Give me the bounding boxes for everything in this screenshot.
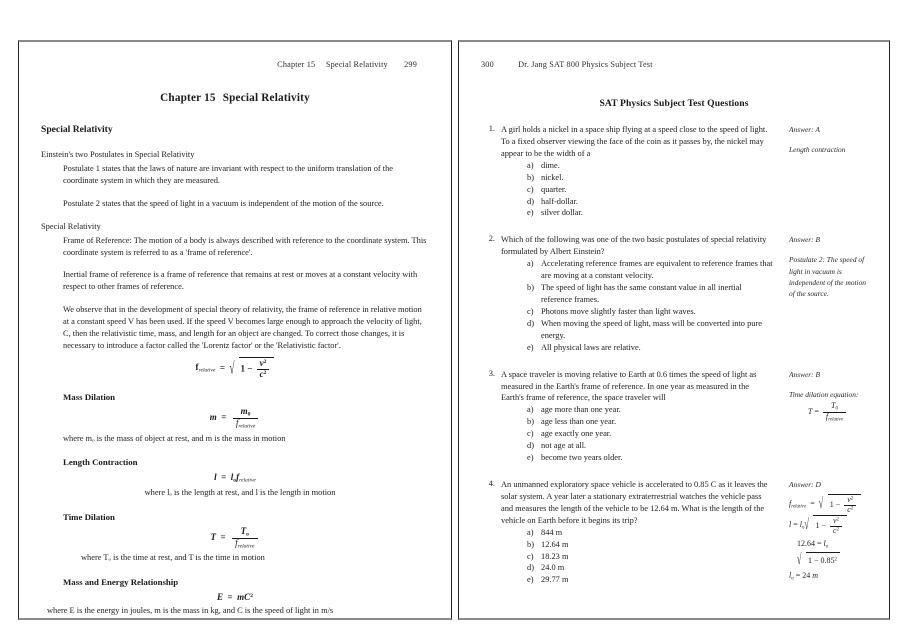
choice-text: age more than one year.: [541, 405, 621, 415]
choice-item[interactable]: [527, 342, 773, 354]
choice-list: [501, 404, 773, 464]
choice-letter: a): [527, 527, 534, 537]
answer-column: [773, 234, 867, 353]
answer-label: Answer: A: [789, 125, 820, 134]
choice-item[interactable]: [527, 440, 773, 452]
length-contraction-where: where lₒ is the length at rest, and l is the length in motion: [144, 488, 336, 498]
rest-length-unit: m: [812, 570, 819, 580]
choice-item[interactable]: [527, 172, 773, 184]
choice-letter: a): [527, 259, 534, 269]
running-head-page-number: 299: [404, 60, 417, 69]
question-stem: Which of the following was one of the two basic postulates of special relativity formulated by Albert Einstein?: [501, 235, 767, 257]
time-dilation-where: where Tₒ is the time at rest, and T is the time in motion: [81, 553, 265, 563]
mass-energy-heading: Mass and Energy Relationship: [63, 576, 179, 587]
choice-text: quarter.: [541, 184, 567, 194]
choice-text: 18.23 m: [541, 551, 569, 561]
choice-text: become two years older.: [541, 453, 623, 463]
lorentz-factor-formula: $f_{relative}$ = √ 1 − $\frac{v^2}{c^2}$: [41, 357, 429, 379]
answer-work-block: [789, 494, 867, 584]
choice-letter: c): [527, 306, 534, 316]
choice-text: not age at all.: [541, 441, 587, 451]
choice-item[interactable]: [527, 196, 773, 208]
running-head-book-title: Dr. Jang SAT 800 Physics Subject Test: [518, 60, 653, 69]
length-contraction-heading: Length Contraction: [63, 457, 138, 468]
choice-list: [501, 258, 773, 353]
choice-list: [501, 527, 773, 587]
choice-item[interactable]: [527, 258, 773, 282]
choice-letter: e): [527, 453, 534, 463]
rest-length-value: 24: [802, 570, 811, 580]
answer-column: [773, 479, 867, 586]
length-contraction-formula: l = lof$_{relative}$: [214, 472, 256, 485]
choice-letter: e): [527, 342, 534, 352]
speed-fraction-value: 0.85: [820, 555, 835, 565]
choice-item[interactable]: [527, 282, 773, 306]
test-questions-title: SAT Physics Subject Test Questions: [599, 98, 749, 109]
choice-text: The speed of light has the same constant value in all inertial reference frames.: [541, 283, 742, 304]
question-number: 1.: [488, 124, 495, 133]
observation-text: We observe that in the development of special theory of relativity, the frame of reference in relative motion at a constant speed V has been used. If the speed V becomes large enough to approach the velocity of light, C, then the relativistic time, mass, and length for an object are changed. To correct those changes, it is necessary to introduce a factor called the 'Lorentz factor' or the 'Relativistic factor'.: [63, 305, 422, 351]
answer-label: Answer: B: [789, 235, 820, 245]
running-head-title: Special Relativity: [325, 60, 388, 69]
choice-letter: e): [527, 575, 534, 585]
chapter-heading: [41, 92, 429, 104]
choice-text: 12.64 m: [541, 539, 569, 549]
mass-energy-formula: $E = mC^2$: [217, 591, 253, 602]
mass-energy-where: where E is the energy in joules, m is the mass in kg, and C is the speed of light in m/s: [47, 605, 334, 615]
work-line-length: l = lo √ 1 − $\frac{v^2}{c^2}$: [789, 515, 867, 535]
question-number: 3.: [488, 368, 495, 378]
choice-text: 24.0 m: [541, 563, 565, 573]
running-head-chapter: Chapter 15: [277, 60, 316, 69]
answer-note: Postulate 2: The speed of light in vacuum is independent of the motion of the source.: [789, 255, 866, 298]
choice-text: 844 m: [541, 527, 563, 537]
running-head-page-number: 300: [481, 60, 494, 69]
choice-list: [501, 160, 773, 220]
choice-text: Accelerating reference frames are equivalent to reference frames that are moving at a constant velocity.: [541, 259, 773, 281]
postulates-heading: Einstein's two Postulates in Special Relativity: [41, 150, 195, 159]
choice-item[interactable]: [527, 562, 773, 574]
running-head-left-page: [41, 60, 429, 74]
choice-item[interactable]: [527, 574, 773, 586]
choice-letter: c): [527, 429, 534, 439]
work-line-lorentz: $f_{relative}$ = √ 1 − $\frac{v^2}{c^2}$: [789, 494, 867, 514]
choice-letter: d): [527, 441, 534, 451]
choice-letter: c): [527, 184, 534, 194]
answer-column: [773, 369, 867, 464]
question-body: [501, 369, 773, 464]
choice-letter: d): [527, 563, 534, 573]
choice-letter: b): [527, 539, 534, 549]
question-number: 2.: [488, 234, 495, 244]
page-right: [458, 40, 890, 620]
choice-text: When moving the speed of light, mass will be converted into pure energy.: [541, 318, 762, 340]
answer-column: [773, 124, 867, 219]
choice-item[interactable]: [527, 428, 773, 440]
page-left: [18, 40, 452, 620]
choice-item[interactable]: [527, 551, 773, 563]
question-body: [501, 479, 773, 586]
question-number: 4.: [488, 478, 495, 488]
section-heading-special-relativity: Special Relativity: [41, 124, 113, 135]
question-block: [481, 479, 867, 586]
time-dilation-heading: Time Dilation: [63, 511, 115, 522]
choice-text: Photons move slightly faster than light waves.: [541, 306, 696, 316]
running-head-right-page: [481, 60, 867, 74]
chapter-heading-title: Special Relativity: [222, 92, 310, 104]
choice-item[interactable]: [527, 527, 773, 539]
choice-item[interactable]: [527, 416, 773, 428]
work-line-result: lo = 24 m: [789, 570, 819, 581]
question-stem: A space traveler is moving relative to Earth at 0.6 times the speed of light as measured in the Earth's frame of reference. In one year as measured in the Earth's frame of reference, the space traveler will: [501, 369, 757, 403]
work-line-substitution: 12.64 = lo√ $1 - 0.85^2$: [789, 537, 867, 568]
choice-letter: e): [527, 208, 534, 218]
measured-length-value: 12.64: [797, 538, 815, 548]
choice-text: age exactly one year.: [541, 429, 612, 439]
question-block: [481, 369, 867, 464]
time-dilation-formula: T = $\frac{To}{f_{relative}}$: [41, 527, 429, 549]
question-stem: A girl holds a nickel in a space ship flying at a speed close to the speed of light. To a fixed observer viewing the face of the coin as it passes by, the nickel may appear to be the width of a: [501, 125, 768, 158]
choice-letter: b): [527, 172, 534, 182]
frame-of-reference-text: Frame of Reference: The motion of a body is always described with reference to the coordinate system. This coordinate system is referred to as a 'frame of reference'.: [63, 235, 427, 257]
choice-text: 29.77 m: [541, 575, 569, 585]
choice-text: age less than one year.: [541, 417, 617, 427]
choice-item[interactable]: [527, 452, 773, 464]
postulate-2-text: Postulate 2 states that the speed of light in a vacuum is independent of the motion of the source.: [63, 198, 384, 208]
choice-letter: b): [527, 417, 534, 427]
choice-letter: c): [527, 551, 534, 561]
choice-letter: a): [527, 405, 534, 415]
inertial-frame-text: Inertial frame of reference is a frame of reference that remains at rest or moves at a constant velocity with respect to other frames of reference.: [63, 270, 418, 292]
choice-item[interactable]: [527, 306, 773, 318]
answer-label: Answer: D: [789, 479, 821, 489]
choice-letter: b): [527, 283, 534, 293]
choice-letter: d): [527, 318, 534, 328]
choice-letter: a): [527, 160, 534, 170]
relativity-subheading: Special Relativity: [41, 221, 101, 231]
time-dilation-answer-formula: T = $\frac{T0}{f_{relative}}$: [789, 402, 867, 422]
choice-text: dime.: [541, 160, 560, 170]
choice-text: half-dollar.: [541, 196, 578, 206]
question-block: [481, 124, 867, 219]
answer-note: Time dilation equation:: [789, 389, 859, 399]
answer-label: Answer: B: [789, 369, 820, 379]
choice-item[interactable]: [527, 539, 773, 551]
question-body: [501, 234, 773, 353]
choice-item[interactable]: [527, 404, 773, 416]
mass-dilation-where: where mₒ is the mass of object at rest, and m is the mass in motion: [63, 433, 286, 443]
choice-item[interactable]: [527, 207, 773, 219]
choice-letter: d): [527, 196, 534, 206]
choice-item[interactable]: [527, 318, 773, 342]
choice-item[interactable]: [527, 160, 773, 172]
choice-text: All physical laws are relative.: [541, 342, 641, 352]
question-block: [481, 234, 867, 353]
mass-dilation-heading: Mass Dilation: [63, 392, 116, 403]
choice-item[interactable]: [527, 184, 773, 196]
question-body: [501, 124, 773, 219]
question-stem: An unmanned exploratory space vehicle is accelerated to 0.85 C as it leaves the solar system. A year later a stationary extraterrestrial watches the vehicle pass and measures the length of the vehicle to be 12.64 m. What is the length of the vehicle on Earth before it begins its trip?: [501, 479, 768, 525]
choice-text: nickel.: [541, 172, 564, 182]
chapter-heading-label: Chapter 15: [160, 92, 216, 104]
choice-text: silver dollar.: [541, 208, 583, 218]
mass-dilation-formula: m = $\frac{m0}{f_{relative}}$: [41, 407, 429, 429]
postulate-1-text: Postulate 1 states that the laws of nature are invariant with respect to the uniform translation of the coordinate system in which they are measured.: [63, 163, 394, 185]
answer-note: Length contraction: [789, 145, 846, 155]
